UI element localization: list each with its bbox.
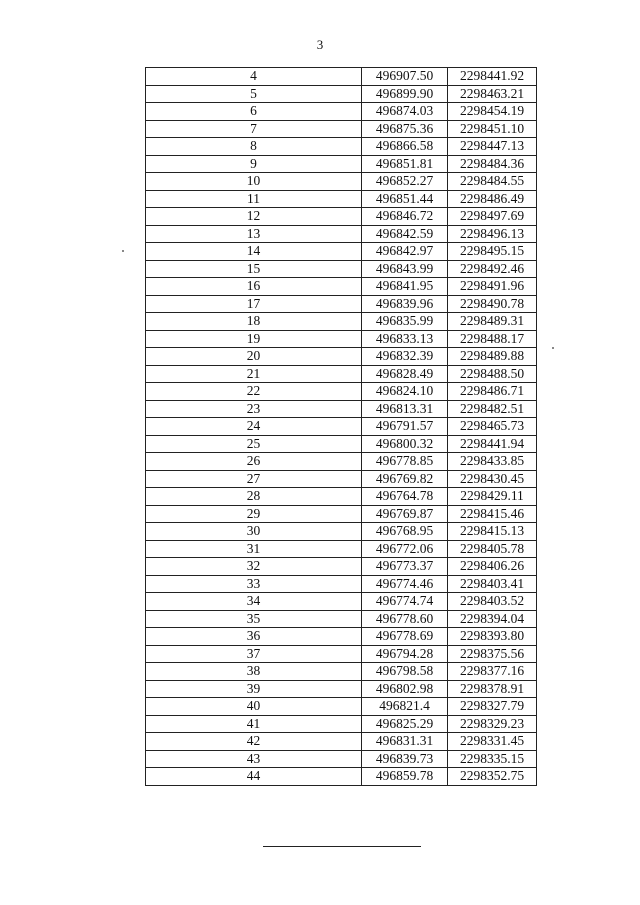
y-coordinate-cell: 2298496.13 <box>448 225 537 243</box>
point-number-cell: 44 <box>146 768 362 786</box>
y-coordinate-cell: 2298451.10 <box>448 120 537 138</box>
x-coordinate-cell: 496802.98 <box>362 680 448 698</box>
x-coordinate-cell: 496824.10 <box>362 383 448 401</box>
table-row <box>146 155 537 173</box>
table-row <box>146 365 537 383</box>
table-row <box>146 313 537 331</box>
point-number-cell: 16 <box>146 278 362 296</box>
x-coordinate-cell: 496835.99 <box>362 313 448 331</box>
point-number-cell: 40 <box>146 698 362 716</box>
x-coordinate-cell: 496859.78 <box>362 768 448 786</box>
y-coordinate-cell: 2298497.69 <box>448 208 537 226</box>
y-coordinate-cell: 2298352.75 <box>448 768 537 786</box>
point-number-cell: 34 <box>146 593 362 611</box>
y-coordinate-cell: 2298375.56 <box>448 645 537 663</box>
table-row <box>146 540 537 558</box>
x-coordinate-cell: 496769.87 <box>362 505 448 523</box>
footer-rule <box>263 846 421 847</box>
x-coordinate-cell: 496778.60 <box>362 610 448 628</box>
point-number-cell: 31 <box>146 540 362 558</box>
x-coordinate-cell: 496825.29 <box>362 715 448 733</box>
y-coordinate-cell: 2298465.73 <box>448 418 537 436</box>
table-row <box>146 610 537 628</box>
x-coordinate-cell: 496839.96 <box>362 295 448 313</box>
table-row <box>146 85 537 103</box>
y-coordinate-cell: 2298491.96 <box>448 278 537 296</box>
y-coordinate-cell: 2298329.23 <box>448 715 537 733</box>
y-coordinate-cell: 2298488.17 <box>448 330 537 348</box>
table-row <box>146 243 537 261</box>
point-number-cell: 13 <box>146 225 362 243</box>
page-number: 3 <box>316 37 324 52</box>
table-row <box>146 260 537 278</box>
point-number-cell: 22 <box>146 383 362 401</box>
x-coordinate-cell: 496832.39 <box>362 348 448 366</box>
y-coordinate-cell: 2298488.50 <box>448 365 537 383</box>
x-coordinate-cell: 496843.99 <box>362 260 448 278</box>
table-row <box>146 453 537 471</box>
y-coordinate-cell: 2298415.13 <box>448 523 537 541</box>
x-coordinate-cell: 496764.78 <box>362 488 448 506</box>
point-number-cell: 38 <box>146 663 362 681</box>
x-coordinate-cell: 496841.95 <box>362 278 448 296</box>
y-coordinate-cell: 2298415.46 <box>448 505 537 523</box>
point-number-cell: 29 <box>146 505 362 523</box>
table-row <box>146 295 537 313</box>
x-coordinate-cell: 496778.85 <box>362 453 448 471</box>
x-coordinate-cell: 496794.28 <box>362 645 448 663</box>
point-number-cell: 33 <box>146 575 362 593</box>
y-coordinate-cell: 2298486.49 <box>448 190 537 208</box>
table-row <box>146 645 537 663</box>
table-row <box>146 663 537 681</box>
x-coordinate-cell: 496852.27 <box>362 173 448 191</box>
x-coordinate-cell: 496875.36 <box>362 120 448 138</box>
point-number-cell: 30 <box>146 523 362 541</box>
x-coordinate-cell: 496899.90 <box>362 85 448 103</box>
y-coordinate-cell: 2298463.21 <box>448 85 537 103</box>
table-row <box>146 593 537 611</box>
x-coordinate-cell: 496851.81 <box>362 155 448 173</box>
table-row <box>146 680 537 698</box>
table-row <box>146 173 537 191</box>
x-coordinate-cell: 496821.4 <box>362 698 448 716</box>
point-number-cell: 18 <box>146 313 362 331</box>
point-number-cell: 28 <box>146 488 362 506</box>
x-coordinate-cell: 496769.82 <box>362 470 448 488</box>
table-row <box>146 523 537 541</box>
point-number-cell: 25 <box>146 435 362 453</box>
y-coordinate-cell: 2298489.88 <box>448 348 537 366</box>
x-coordinate-cell: 496778.69 <box>362 628 448 646</box>
x-coordinate-cell: 496907.50 <box>362 68 448 86</box>
x-coordinate-cell: 496774.74 <box>362 593 448 611</box>
y-coordinate-cell: 2298441.94 <box>448 435 537 453</box>
x-coordinate-cell: 496772.06 <box>362 540 448 558</box>
point-number-cell: 26 <box>146 453 362 471</box>
point-number-cell: 23 <box>146 400 362 418</box>
table-row <box>146 383 537 401</box>
point-number-cell: 10 <box>146 173 362 191</box>
x-coordinate-cell: 496791.57 <box>362 418 448 436</box>
table-row <box>146 138 537 156</box>
point-number-cell: 41 <box>146 715 362 733</box>
x-coordinate-cell: 496831.31 <box>362 733 448 751</box>
y-coordinate-cell: 2298335.15 <box>448 750 537 768</box>
table-row <box>146 575 537 593</box>
table-row <box>146 628 537 646</box>
table-row <box>146 558 537 576</box>
x-coordinate-cell: 496828.49 <box>362 365 448 383</box>
point-number-cell: 39 <box>146 680 362 698</box>
point-number-cell: 37 <box>146 645 362 663</box>
y-coordinate-cell: 2298327.79 <box>448 698 537 716</box>
x-coordinate-cell: 496773.37 <box>362 558 448 576</box>
table-row <box>146 505 537 523</box>
x-coordinate-cell: 496833.13 <box>362 330 448 348</box>
x-coordinate-cell: 496851.44 <box>362 190 448 208</box>
table-row <box>146 715 537 733</box>
table-row <box>146 68 537 86</box>
point-number-cell: 35 <box>146 610 362 628</box>
y-coordinate-cell: 2298394.04 <box>448 610 537 628</box>
point-number-cell: 43 <box>146 750 362 768</box>
y-coordinate-cell: 2298433.85 <box>448 453 537 471</box>
y-coordinate-cell: 2298393.80 <box>448 628 537 646</box>
point-number-cell: 8 <box>146 138 362 156</box>
y-coordinate-cell: 2298430.45 <box>448 470 537 488</box>
table-row <box>146 435 537 453</box>
y-coordinate-cell: 2298331.45 <box>448 733 537 751</box>
x-coordinate-cell: 496839.73 <box>362 750 448 768</box>
y-coordinate-cell: 2298486.71 <box>448 383 537 401</box>
x-coordinate-cell: 496874.03 <box>362 103 448 121</box>
point-number-cell: 12 <box>146 208 362 226</box>
point-number-cell: 9 <box>146 155 362 173</box>
scan-speck <box>552 347 554 349</box>
point-number-cell: 21 <box>146 365 362 383</box>
point-number-cell: 11 <box>146 190 362 208</box>
y-coordinate-cell: 2298406.26 <box>448 558 537 576</box>
y-coordinate-cell: 2298454.19 <box>448 103 537 121</box>
table-row <box>146 278 537 296</box>
table-row <box>146 768 537 786</box>
coordinates-table <box>145 67 537 786</box>
y-coordinate-cell: 2298405.78 <box>448 540 537 558</box>
x-coordinate-cell: 496842.97 <box>362 243 448 261</box>
table-row <box>146 120 537 138</box>
y-coordinate-cell: 2298484.55 <box>448 173 537 191</box>
x-coordinate-cell: 496846.72 <box>362 208 448 226</box>
y-coordinate-cell: 2298378.91 <box>448 680 537 698</box>
x-coordinate-cell: 496800.32 <box>362 435 448 453</box>
point-number-cell: 7 <box>146 120 362 138</box>
y-coordinate-cell: 2298492.46 <box>448 260 537 278</box>
table-row <box>146 208 537 226</box>
y-coordinate-cell: 2298447.13 <box>448 138 537 156</box>
y-coordinate-cell: 2298495.15 <box>448 243 537 261</box>
table-row <box>146 698 537 716</box>
table-row <box>146 103 537 121</box>
coordinates-table-body <box>146 68 537 786</box>
point-number-cell: 14 <box>146 243 362 261</box>
y-coordinate-cell: 2298484.36 <box>448 155 537 173</box>
point-number-cell: 27 <box>146 470 362 488</box>
y-coordinate-cell: 2298441.92 <box>448 68 537 86</box>
table-row <box>146 488 537 506</box>
table-row <box>146 418 537 436</box>
table-row <box>146 750 537 768</box>
x-coordinate-cell: 496866.58 <box>362 138 448 156</box>
point-number-cell: 19 <box>146 330 362 348</box>
table-row <box>146 348 537 366</box>
y-coordinate-cell: 2298429.11 <box>448 488 537 506</box>
x-coordinate-cell: 496768.95 <box>362 523 448 541</box>
x-coordinate-cell: 496813.31 <box>362 400 448 418</box>
point-number-cell: 6 <box>146 103 362 121</box>
scan-speck <box>122 250 124 252</box>
table-row <box>146 470 537 488</box>
y-coordinate-cell: 2298403.41 <box>448 575 537 593</box>
x-coordinate-cell: 496798.58 <box>362 663 448 681</box>
point-number-cell: 5 <box>146 85 362 103</box>
y-coordinate-cell: 2298403.52 <box>448 593 537 611</box>
y-coordinate-cell: 2298482.51 <box>448 400 537 418</box>
table-row <box>146 733 537 751</box>
point-number-cell: 15 <box>146 260 362 278</box>
table-row <box>146 225 537 243</box>
y-coordinate-cell: 2298489.31 <box>448 313 537 331</box>
y-coordinate-cell: 2298377.16 <box>448 663 537 681</box>
y-coordinate-cell: 2298490.78 <box>448 295 537 313</box>
point-number-cell: 36 <box>146 628 362 646</box>
x-coordinate-cell: 496774.46 <box>362 575 448 593</box>
point-number-cell: 32 <box>146 558 362 576</box>
point-number-cell: 17 <box>146 295 362 313</box>
table-row <box>146 330 537 348</box>
x-coordinate-cell: 496842.59 <box>362 225 448 243</box>
table-row <box>146 190 537 208</box>
table-row <box>146 400 537 418</box>
point-number-cell: 24 <box>146 418 362 436</box>
point-number-cell: 20 <box>146 348 362 366</box>
point-number-cell: 4 <box>146 68 362 86</box>
point-number-cell: 42 <box>146 733 362 751</box>
